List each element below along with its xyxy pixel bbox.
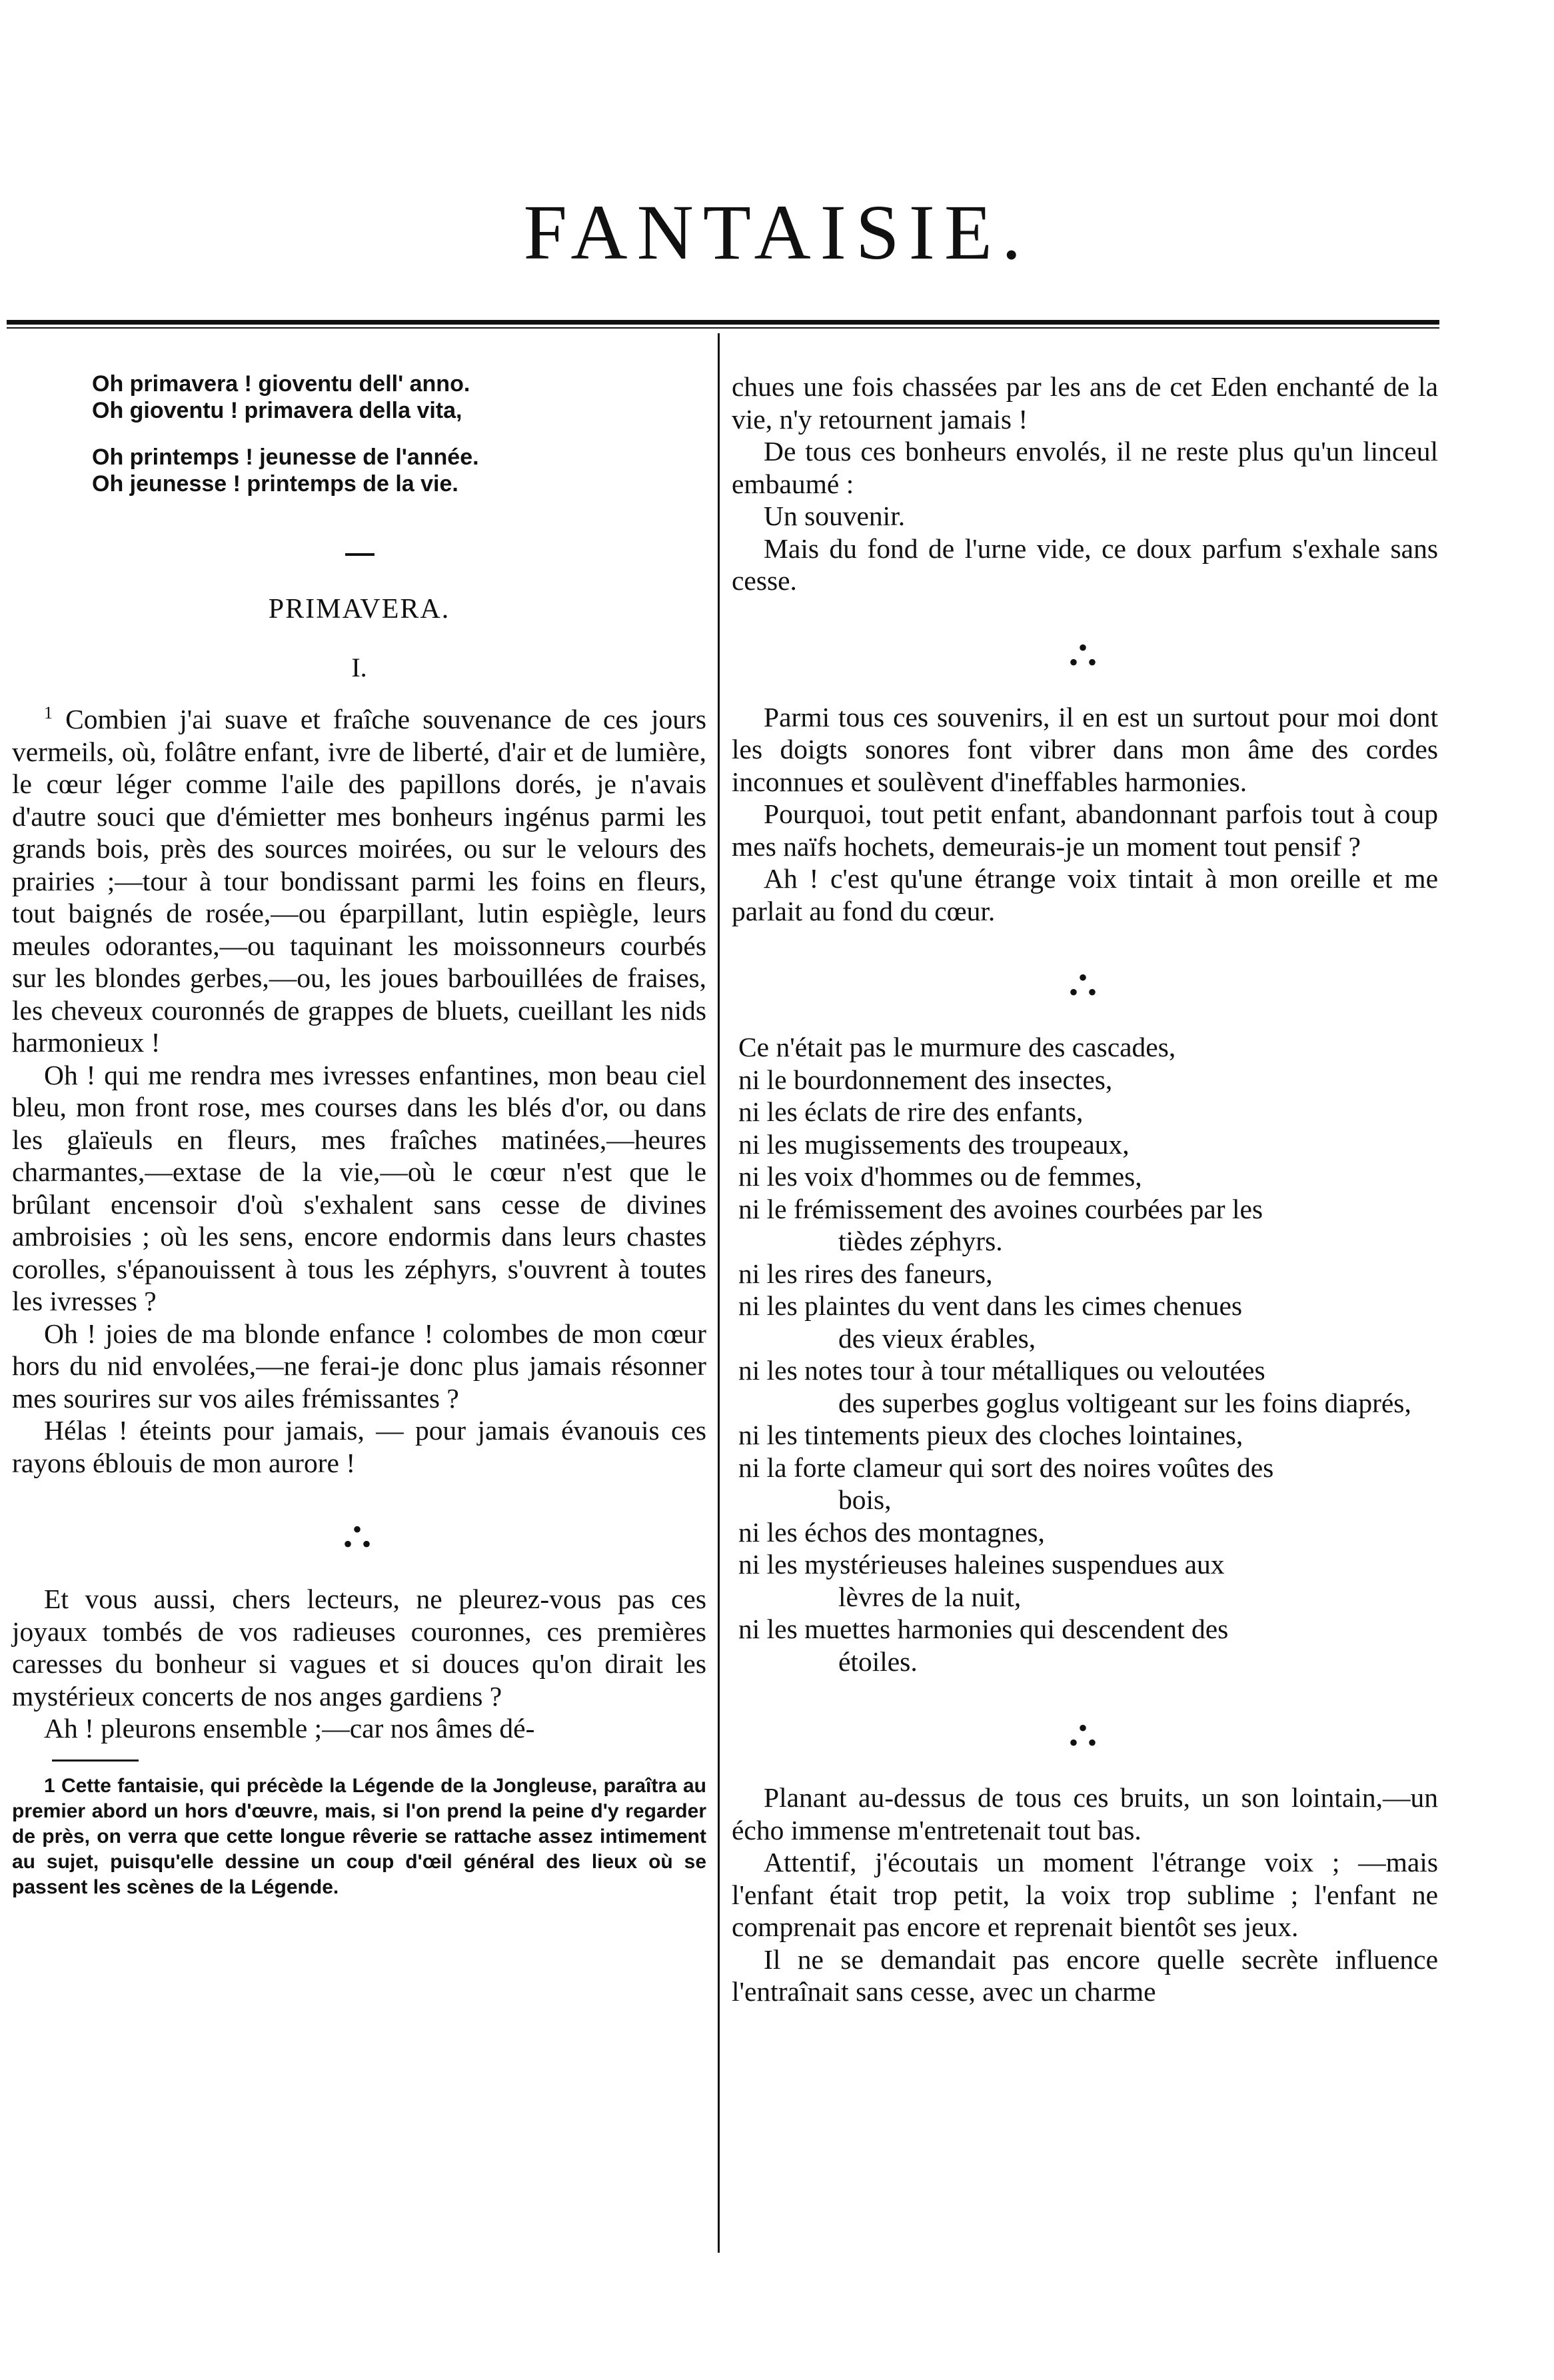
paragraph: Hélas ! éteints pour jamais, — pour jamais évanouis ces rayons éblouis de mon aurore ! [12, 1415, 706, 1478]
verse-line: ni la forte clameur qui sort des noires voûtes des bois, [738, 1452, 1274, 1515]
column-divider [718, 333, 720, 2253]
verse-line: ni le bourdonnement des insectes, [738, 1064, 1113, 1095]
verse-line: ni les notes tour à tour métalliques ou veloutées des superbes goglus voltigeant sur les foins diaprés, [738, 1355, 1411, 1418]
verse-line: ni les éclats de rire des enfants, [738, 1096, 1084, 1127]
paragraph: Parmi tous ces souvenirs, il en est un surtout pour moi dont les doigts sonores font vibrer dans mon âme des cordes inconnues et soulèvent d'ineffables harmonies. [732, 701, 1438, 797]
paragraph: chues une fois chassées par les ans de cet Eden enchanté de la vie, n'y retournent jamais ! [732, 371, 1438, 435]
paragraph: Pourquoi, tout petit enfant, abandonnant parfois tout à coup mes naïfs hochets, demeurais-je un moment tout pensif ? [732, 798, 1438, 862]
verse-line: ni les échos des montagnes, [738, 1516, 1045, 1548]
asterism-ornament: • • • [1069, 962, 1098, 1007]
asterism-ornament: • • • [1069, 1713, 1098, 1758]
footnote: 1 Cette fantaisie, qui précède la Légende de la Jongleuse, paraîtra au premier abord un hors d'œuvre, mais, si l'on prend la peine d'y regarder de près, on verra que cette longue rêverie se rattache assez intimement au sujet, puisqu'elle dessine un coup d'œil général des lieux où se passent les scènes de la Légende. [12, 1774, 706, 1898]
epigraph-line: Oh primavera ! gioventu dell' anno. [92, 371, 470, 397]
separator-dash [345, 553, 375, 556]
verse-line: ni le frémissement des avoines courbées par les tièdes zéphyrs. [738, 1193, 1263, 1256]
paragraph: Ah ! c'est qu'une étrange voix tintait à mon oreille et me parlait au fond du cœur. [732, 863, 1438, 926]
page-title: FANTAISIE. [523, 189, 1031, 276]
epigraph-line: Oh gioventu ! primavera della vita, [92, 398, 462, 423]
epigraph-line: Oh printemps ! jeunesse de l'année. [92, 445, 479, 470]
epigraph-line: Oh jeunesse ! printemps de la vie. [92, 471, 458, 497]
verse-line: ni les rires des faneurs, [738, 1258, 993, 1289]
section-heading: PRIMAVERA. [268, 594, 450, 624]
paragraph: Planant au-dessus de tous ces bruits, un son lointain,—un écho immense m'entretenait tout bas. [732, 1782, 1438, 1845]
verse-line: Ce n'était pas le murmure des cascades, [738, 1032, 1176, 1062]
paragraph: Attentif, j'écoutais un moment l'étrange voix ; —mais l'enfant était trop petit, la voix trop sublime ; l'enfant ne comprenait pas encore et reprenait bientôt ses jeux. [732, 1847, 1438, 1942]
footnote-marker: 1 [44, 703, 53, 723]
right-column [732, 371, 1438, 2008]
section-subheading: I. [351, 652, 367, 682]
verse-line: ni les plaintes du vent dans les cimes chenues des vieux érables, [738, 1290, 1243, 1354]
paragraph: Oh ! qui me rendra mes ivresses enfantines, mon beau ciel bleu, mon front rose, mes courses dans les blés d'or, ou dans les glaïeuls en fleurs, mes fraîches matinées,—heures charmantes,—extase de la vie,—où le cœur n'est que le brûlant encensoir d'où s'exhalent sans cesse de divines ambroisies ; où les sens, encore endormis dans leurs chastes corolles, s'épanouissent à tous les zéphyrs, s'ouvrent à toutes les ivresses ? [12, 1059, 706, 1316]
paragraph: De tous ces bonheurs envolés, il ne reste plus qu'un linceul embaumé : [732, 436, 1438, 499]
epigraph-italian [12, 371, 706, 424]
verse-line: ni les mugissements des troupeaux, [738, 1128, 1130, 1160]
verse-line: ni les voix d'hommes ou de femmes, [738, 1161, 1142, 1192]
verse-line: ni les tintements pieux des cloches lointaines, [738, 1420, 1243, 1450]
paragraph: $^1$ Combien j'ai suave et fraîche souvenance de ces jours vermeils, où, folâtre enfant, ivre de liberté, d'air et de lumière, le cœur léger comme l'aile des papillons dorés, je n'avais d'autre souci que d'émietter mes bonheurs ingénus parmi les grands bois, près des sources moirées, ou sur le velours des prairies ;—tour à tour bondissant parmi les foins en fleurs, tout baignés de rosée,—ou éparpillant, lutin espiègle, leurs meules odorantes,—ou taquinant les moissonneurs courbés sur les blondes gerbes,—ou, les joues barbouillées de fraises, les cheveux couronnés de grappes de bluets, cueillant les nids harmonieux ! [12, 703, 706, 1058]
verse-line: ni les muettes harmonies qui descendent des étoiles. [738, 1614, 1229, 1677]
verse-list [732, 1031, 1438, 1678]
title-rule-thin [7, 327, 1439, 329]
paragraph: Il ne se demandait pas encore quelle secrète influence l'entraînait sans cesse, avec un charme [732, 1943, 1438, 2007]
footnote-rule [52, 1760, 139, 1762]
paragraph: Oh ! joies de ma blonde enfance ! colombes de mon cœur hors du nid envolées,—ne ferai-je donc plus jamais résonner mes sourires sur vos ailes frémissantes ? [12, 1318, 706, 1414]
epigraph-french [12, 444, 706, 497]
title-rule [7, 320, 1439, 325]
paragraph: Et vous aussi, chers lecteurs, ne pleurez-vous pas ces joyaux tombés de vos radieuses couronnes, ces premières caresses du bonheur si vagues et si douces qu'on dirait les mystérieux concerts de nos anges gardiens ? [12, 1584, 706, 1712]
paragraph: Ah ! pleurons ensemble ;—car nos âmes dé- [44, 1713, 535, 1744]
verse-line: ni les mystérieuses haleines suspendues aux lèvres de la nuit, [738, 1549, 1225, 1612]
asterism-ornament: • • • [1069, 632, 1098, 677]
asterism-ornament: • • • [343, 1514, 372, 1559]
left-column [12, 371, 706, 1900]
paragraph: Un souvenir. [764, 501, 906, 531]
paragraph: Mais du fond de l'urne vide, ce doux parfum s'exhale sans cesse. [732, 533, 1438, 596]
